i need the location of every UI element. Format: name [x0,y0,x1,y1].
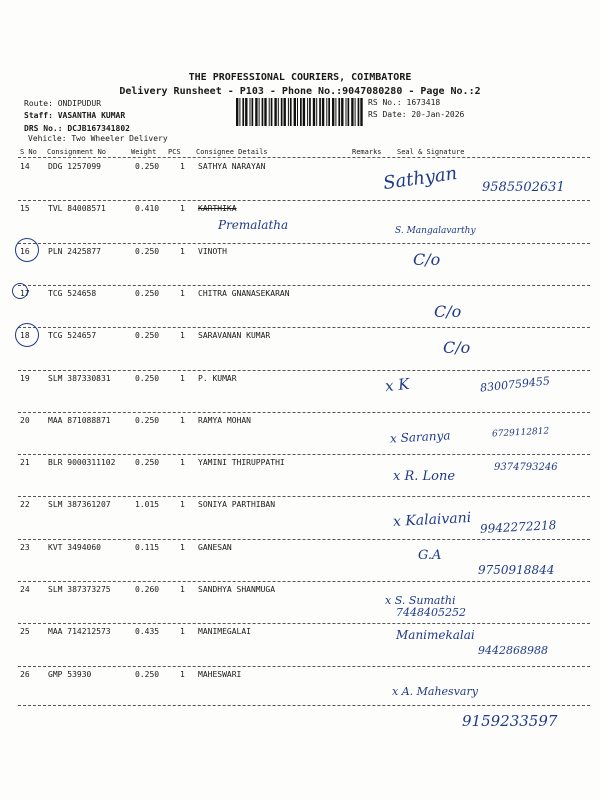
cell-consignee: MANIMEGALAI [198,627,251,637]
cell-consignment: SLM 387330831 [48,373,111,383]
circle-mark-16 [15,238,39,262]
cell-pcs: 1 [180,500,185,510]
cell-weight: 0.250 [135,331,160,341]
cell-consignee: SATHYA NARAYAN [198,162,266,171]
cell-weight: 0.250 [135,162,160,171]
row-divider [18,412,590,413]
circle-mark-17 [12,283,28,299]
cell-sno: 23 [20,542,30,552]
cell-pcs: 1 [180,627,185,637]
handwritten-name-15: Premalatha [218,218,289,232]
cell-weight: 0.250 [135,458,160,468]
table-row [0,162,600,182]
cell-sno: 17 [20,288,30,298]
phone-23: 9750918844 [478,563,555,577]
col-weight: Weight [131,148,157,156]
cell-consignment: TCG 524657 [48,331,97,341]
cell-consignment: DDG 1257099 [48,162,101,171]
cell-sno: 19 [20,373,30,383]
cell-consignee: GANESAN [198,542,232,552]
table-row [0,670,600,690]
table-row [0,247,600,267]
cell-weight: 0.250 [135,373,160,383]
row-divider [18,539,590,540]
signature-20: x Saranya [389,428,451,446]
table-row [0,204,600,224]
cell-consignment: MAA 871088871 [48,415,111,425]
cell-pcs: 1 [180,542,185,552]
cell-weight: 0.250 [135,415,160,425]
cell-weight: 1.015 [135,500,160,510]
note-16: C/o [413,250,441,269]
row-divider [18,454,590,455]
cell-weight: 0.250 [135,246,160,256]
signature-25: Manimekalai [396,628,475,642]
col-remarks: Remarks [352,148,382,156]
table-row [0,289,600,309]
circle-mark-18 [15,323,39,347]
cell-sno: 21 [20,458,30,468]
cell-pcs: 1 [180,415,185,425]
footer-divider [18,705,590,706]
cell-sno: 15 [20,204,30,214]
cell-consignee: SANDHYA SHANMUGA [198,585,276,594]
cell-consignment: TCG 524658 [48,288,97,298]
cell-pcs: 1 [180,373,185,383]
signature-24: x S. Sumathi [385,594,456,607]
staff-label: Staff: VASANTHA KUMAR [24,111,126,120]
cell-consignee: KARTHIKA [198,204,237,214]
cell-sno: 25 [20,627,30,637]
company-title: THE PROFESSIONAL COURIERS, COIMBATORE [188,72,412,83]
phone-26: 9159233597 [462,712,558,730]
cell-weight: 0.250 [135,669,160,679]
cell-pcs: 1 [180,204,185,214]
row-divider [18,496,590,497]
cell-consignment: MAA 714212573 [48,627,111,637]
rs-date: RS Date: 20-Jan-2026 [368,110,465,119]
cell-consignee: VINOTH [198,246,227,256]
phone-19: 8300759455 [479,374,551,395]
col-consignment: Consignment No [47,148,107,156]
row-divider [18,285,590,286]
cell-pcs: 1 [180,288,185,298]
signature-21: x R. Lone [393,469,456,484]
phone-25: 9442868988 [478,644,548,657]
signature-23: G.A [418,548,442,563]
cell-consignment: SLM 387361207 [48,500,111,510]
cell-weight: 0.435 [135,627,160,637]
cell-consignee: SARAVANAN KUMAR [198,331,271,341]
signature-22: x Kalaivani [392,509,472,531]
barcode-image [236,98,364,126]
row-divider [18,666,590,667]
runsheet-title: Delivery Runsheet - P103 - Phone No.:9047080280 - Page No.:2 [119,86,481,97]
note-18: C/o [443,338,471,357]
header-divider [18,157,590,158]
cell-sno: 18 [20,331,30,341]
phone-24: 7448405252 [396,606,466,619]
cell-sno: 16 [20,246,30,256]
cell-sno: 24 [20,585,30,594]
cell-consignment: KVT 3494060 [48,542,101,552]
phone-21: 9374793246 [494,462,558,473]
cell-consignment: BLR 9000311102 [48,458,116,468]
cell-pcs: 1 [180,246,185,256]
cell-weight: 0.250 [135,288,160,298]
phone-22: 9942272218 [479,518,557,536]
rs-number: RS No.: 1673418 [368,98,441,107]
table-row [0,331,600,351]
cell-pcs: 1 [180,331,185,341]
cell-sno: 14 [20,162,30,171]
cell-pcs: 1 [180,458,185,468]
drs-label: DRS No.: DCJB167341802 [24,124,130,133]
row-divider [18,581,590,582]
row-divider [18,200,590,201]
cell-consignee: CHITRA GNANASEKARAN [198,288,290,298]
cell-pcs: 1 [180,669,185,679]
cell-consignee: YAMINI THIRUPPATHI [198,458,285,468]
note-17: C/o [434,302,462,321]
route-label: Route: ONDIPUDUR [24,99,102,108]
col-sno: S No [20,148,37,156]
cell-consignee: P. KUMAR [198,373,237,383]
row-divider [18,243,590,244]
cell-consignee: SONIYA PARTHIBAN [198,500,276,510]
table-row [0,500,600,520]
cell-weight: 0.410 [135,204,160,214]
signature-15: S. Mangalavarthy [395,226,476,236]
cell-weight: 0.115 [135,542,160,552]
table-row [0,585,600,605]
table-row [0,543,600,563]
phone-14: 9585502631 [482,180,565,195]
row-divider [18,623,590,624]
cell-consignment: GMP 53930 [48,669,92,679]
vehicle-label: Vehicle: Two Wheeler Delivery [28,134,168,143]
cell-pcs: 1 [180,585,185,594]
cell-consignee: RAMYA MOHAN [198,415,251,425]
cell-consignment: PLN 2425877 [48,246,101,256]
cell-sno: 26 [20,669,30,679]
phone-20: 6729112812 [491,426,550,440]
row-divider [18,327,590,328]
signature-19: x K [384,374,411,396]
cell-consignment: TVL 84008571 [48,204,106,214]
cell-consignment: SLM 387373275 [48,585,111,594]
col-seal-signature: Seal & Signature [397,148,465,156]
cell-weight: 0.260 [135,585,160,594]
cell-sno: 22 [20,500,30,510]
cell-pcs: 1 [180,162,185,171]
row-divider [18,370,590,371]
cell-consignee: MAHESWARI [198,669,242,679]
cell-sno: 20 [20,415,30,425]
signature-14: Sathyan [381,162,459,195]
signature-26: x A. Mahesvary [392,685,478,698]
col-pcs: PCS [168,148,181,156]
col-consignee: Consignee Details [196,148,268,156]
